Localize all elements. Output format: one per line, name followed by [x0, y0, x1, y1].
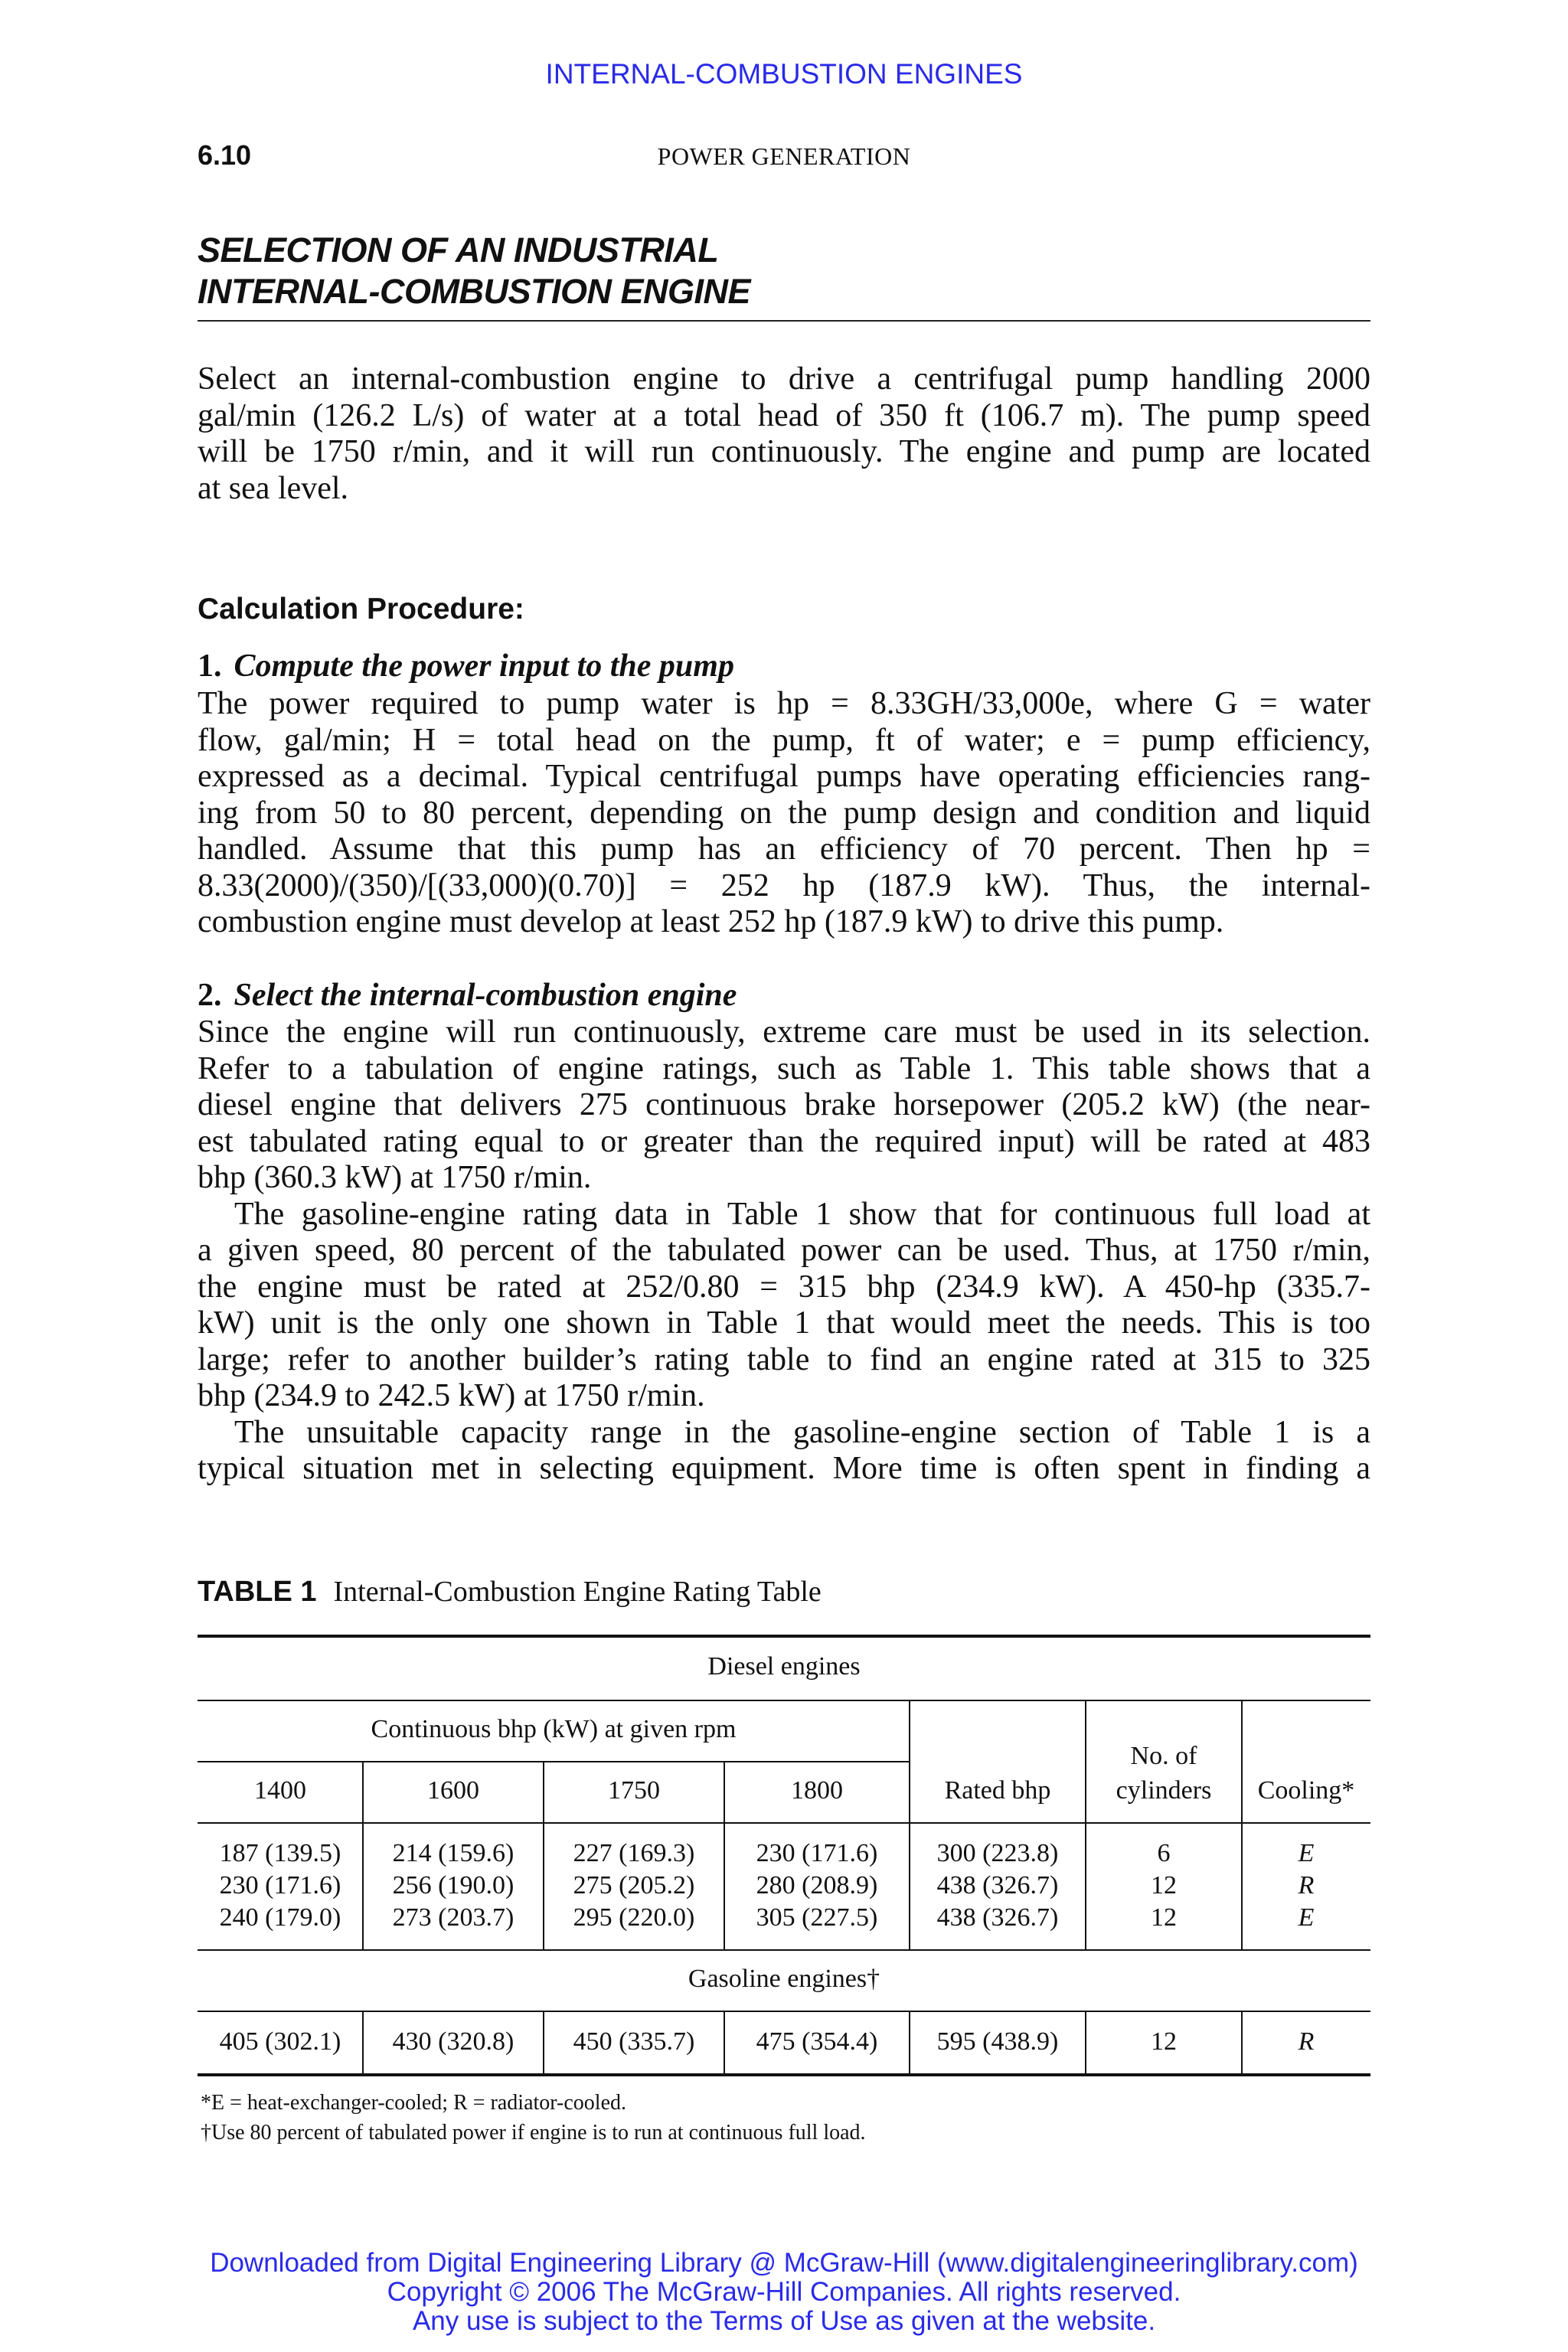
- text-line: The power required to pump water is hp = 8.33GH/33,000e, where G = water: [198, 686, 1370, 721]
- table-cell: 12: [1151, 1871, 1177, 1900]
- col-header-1600: 1600: [427, 1776, 479, 1805]
- col-header-1400: 1400: [254, 1776, 306, 1805]
- step-title: Select the internal-combustion engine: [234, 978, 737, 1013]
- text-line: gal/min (126.2 L/s) of water at a total head of 350 ft (106.7 m). The pump speed: [198, 397, 1370, 433]
- table-cell: 12: [1151, 1903, 1177, 1932]
- table-footnote-gasoline: †Use 80 percent of tabulated power if engine is to run at continuous full load.: [201, 2121, 866, 2145]
- table-cell: R: [1298, 1871, 1315, 1900]
- text-line: flow, gal/min; H = total head on the pump, ft of water; e = pump efficiency,: [198, 722, 1370, 758]
- text-line: diesel engine that delivers 275 continuous brake horsepower (205.2 kW) (the near-: [198, 1087, 1370, 1122]
- text-line: the engine must be rated at 252/0.80 = 315 bhp (234.9 kW). A 450-hp (335.7-: [198, 1269, 1370, 1305]
- text-line: bhp (360.3 kW) at 1750 r/min.: [198, 1160, 592, 1195]
- step-number: 2.: [198, 978, 222, 1013]
- col-header-1800: 1800: [791, 1776, 843, 1805]
- text-line: Since the engine will run continuously, extreme care must be used in its selection.: [198, 1014, 1370, 1050]
- table-cell: 240 (179.0): [219, 1903, 341, 1932]
- section-title-line2: INTERNAL-COMBUSTION ENGINE: [198, 272, 750, 311]
- text-line: at sea level.: [198, 470, 349, 506]
- section-title-line1: SELECTION OF AN INDUSTRIAL: [198, 230, 719, 270]
- table-cell: 256 (190.0): [392, 1871, 514, 1900]
- text-line: a given speed, 80 percent of the tabulated power can be used. Thus, at 1750 r/min,: [198, 1233, 1370, 1268]
- table-cell: E: [1298, 1903, 1315, 1932]
- copyright-notice: Copyright © 2006 The McGraw-Hill Companies. All rights reserved.: [387, 2277, 1181, 2307]
- calculation-heading: Calculation Procedure:: [198, 593, 524, 626]
- text-line: typical situation met in selecting equipment. More time is often spent in finding a: [198, 1451, 1370, 1486]
- text-line: 8.33(2000)/(350)/[(33,000)(0.70)] = 252 hp (187.9 kW). Thus, the internal-: [198, 867, 1370, 903]
- step-title: Compute the power input to the pump: [234, 648, 734, 684]
- step2-body: [198, 1014, 1370, 1488]
- table-footnote-cooling: *E = heat-exchanger-cooled; R = radiator-cooled.: [201, 2091, 626, 2115]
- download-notice-link[interactable]: Downloaded from Digital Engineering Library @ McGraw-Hill (www.digitalengineeringlibrary.com): [210, 2248, 1358, 2278]
- step1-heading: [198, 648, 734, 684]
- table-rule-top: [198, 1635, 1370, 1638]
- problem-statement: [198, 361, 1370, 507]
- table-vrule: [1085, 2011, 1086, 2073]
- table-vrule: [724, 2011, 725, 2073]
- table-vrule: [1241, 1700, 1243, 1949]
- book-section-header: INTERNAL-COMBUSTION ENGINES: [545, 58, 1023, 90]
- running-head: POWER GENERATION: [657, 142, 911, 170]
- table-cell: 230 (171.6): [756, 1839, 878, 1867]
- table-cell: 275 (205.2): [573, 1871, 695, 1900]
- table-cell: 405 (302.1): [219, 2027, 341, 2056]
- text-line: Refer to a tabulation of engine ratings, such as Table 1. This table shows that a: [198, 1050, 1370, 1086]
- table-cell: 450 (335.7): [573, 2027, 695, 2056]
- text-line: Select an internal-combustion engine to drive a centrifugal pump handling 2000: [198, 361, 1370, 397]
- table-rule: [198, 2011, 1370, 2012]
- table-cell: 595 (438.9): [936, 2027, 1059, 2056]
- table-cell: R: [1298, 2027, 1315, 2056]
- table-vrule: [362, 1762, 364, 1949]
- table-cell: 214 (159.6): [392, 1839, 514, 1867]
- table-vrule: [543, 2011, 544, 2073]
- gasoline-heading: Gasoline engines†: [688, 1965, 880, 1993]
- table-cell: 300 (223.8): [936, 1839, 1059, 1867]
- step2-heading: [198, 977, 737, 1014]
- header-rule: [198, 1822, 1370, 1824]
- text-line: combustion engine must develop at least 252 hp (187.9 kW) to drive this pump.: [198, 904, 1224, 939]
- table-title: Internal-Combustion Engine Rating Table: [333, 1576, 822, 1608]
- table-vrule: [543, 1762, 544, 1949]
- diesel-heading: Diesel engines: [707, 1652, 861, 1681]
- table-vrule: [724, 1762, 725, 1949]
- table-cell: 187 (139.5): [219, 1839, 341, 1867]
- table-cell: 227 (169.3): [573, 1839, 695, 1867]
- table-rule: [198, 1700, 1370, 1701]
- col-header-cooling: Cooling*: [1257, 1776, 1355, 1805]
- text-line: The gasoline-engine rating data in Table 1 show that for continuous full load at: [234, 1196, 1370, 1232]
- group-heading: Continuous bhp (kW) at given rpm: [371, 1715, 737, 1743]
- table-cell: 273 (203.7): [392, 1903, 514, 1932]
- text-line: will be 1750 r/min, and it will run continuously. The engine and pump are located: [198, 434, 1370, 469]
- table-rule: [198, 1949, 1370, 1951]
- table-caption: [198, 1575, 822, 1609]
- table-cell: 438 (326.7): [936, 1871, 1059, 1900]
- table-cell: 438 (326.7): [936, 1903, 1059, 1932]
- table-cell: 295 (220.0): [573, 1903, 695, 1932]
- table-cell: 230 (171.6): [219, 1871, 341, 1900]
- col-header-rated-bhp: Rated bhp: [944, 1776, 1051, 1805]
- text-line: large; refer to another builder’s rating table to find an engine rated at 315 to 325: [198, 1341, 1370, 1377]
- step1-body: [198, 686, 1370, 941]
- text-line: handled. Assume that this pump has an efficiency of 70 percent. Then hp =: [198, 831, 1370, 867]
- terms-notice[interactable]: Any use is subject to the Terms of Use as given at the website.: [412, 2306, 1156, 2336]
- col-header-cylinders: cylinders: [1116, 1776, 1212, 1805]
- table-rule-bottom: [198, 2073, 1370, 2076]
- table-vrule: [909, 2011, 910, 2073]
- table-vrule: [362, 2011, 364, 2073]
- col-header-no-of: No. of: [1130, 1742, 1197, 1770]
- table-label: TABLE 1: [198, 1576, 317, 1608]
- table-cell: 305 (227.5): [756, 1903, 878, 1932]
- group-heading-rule: [198, 1761, 910, 1762]
- text-line: The unsuitable capacity range in the gasoline-engine section of Table 1 is a: [234, 1414, 1370, 1450]
- table-cell: 430 (320.8): [392, 2027, 514, 2056]
- col-header-1750: 1750: [608, 1776, 660, 1805]
- table-vrule: [909, 1700, 910, 1949]
- table-cell: 12: [1151, 2027, 1177, 2056]
- table-vrule: [1085, 1700, 1086, 1949]
- text-line: est tabulated rating equal to or greater than the required input) will be rated at 483: [198, 1123, 1370, 1159]
- text-line: kW) unit is the only one shown in Table 1 that would meet the needs. This is too: [198, 1305, 1370, 1341]
- title-divider: [198, 320, 1370, 322]
- table-cell: 280 (208.9): [756, 1871, 878, 1900]
- table-vrule: [1241, 2011, 1243, 2073]
- text-line: expressed as a decimal. Typical centrifugal pumps have operating efficiencies rang-: [198, 759, 1370, 794]
- page-number: 6.10: [198, 139, 252, 171]
- table-cell: E: [1298, 1839, 1315, 1867]
- table-cell: 475 (354.4): [756, 2027, 878, 2056]
- step-number: 1.: [198, 648, 222, 684]
- section-title: [198, 230, 750, 312]
- table-cell: 6: [1157, 1839, 1171, 1867]
- text-line: bhp (234.9 to 242.5 kW) at 1750 r/min.: [198, 1378, 705, 1413]
- text-line: ing from 50 to 80 percent, depending on the pump design and condition and liquid: [198, 795, 1370, 831]
